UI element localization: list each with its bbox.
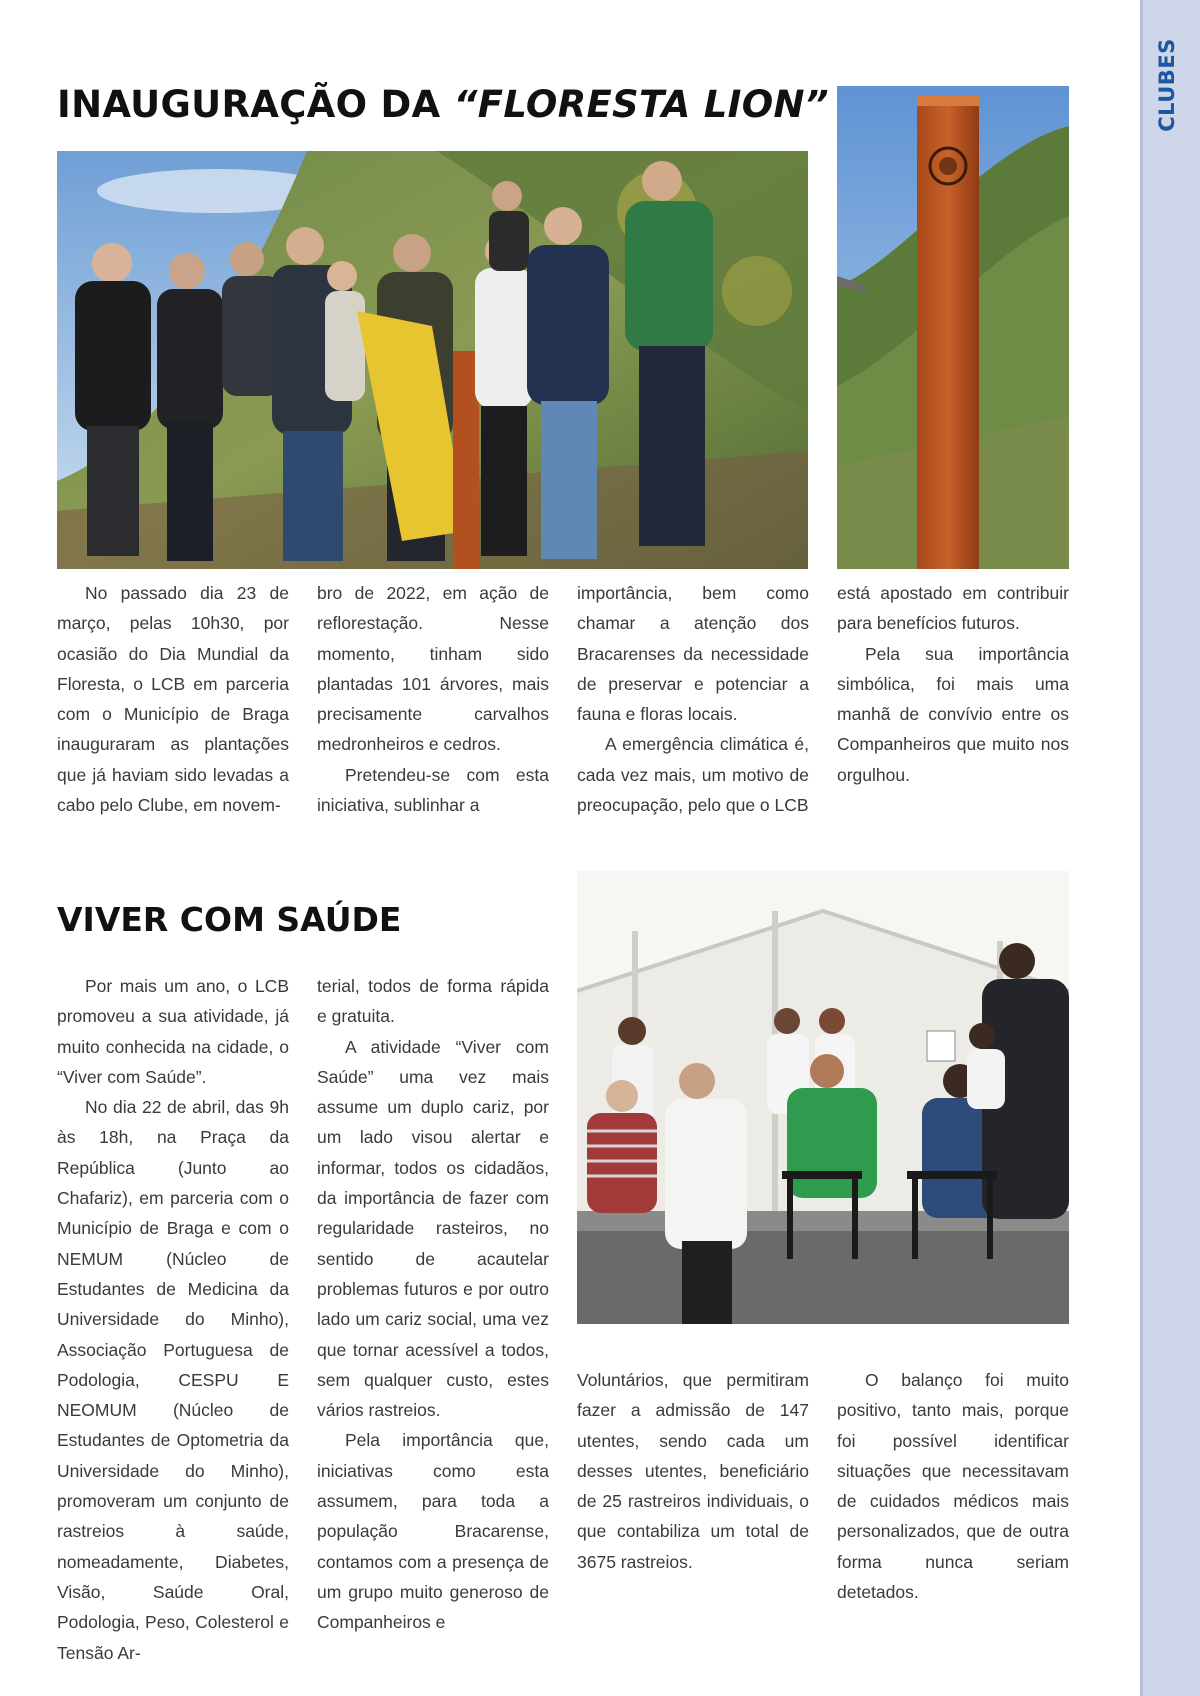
paragraph: terial, todos de forma rápida e gratuita. (317, 976, 549, 1027)
paragraph: A atividade “Viver com Saúde” uma vez mais assume um duplo cariz, por um lado visou alertar e informar, todos os cidadãos, da importância de fazer com regularidade rasteiros, no sentido de acautelar problemas futuros e por outro lado um cariz social, uma vez que tornar acessível a todos, sem qualquer custo, estes vários rastreios. (317, 1036, 549, 1421)
paragraph: A emergência climática é, cada vez mais, um motivo de preocupação, pelo que o LCB (577, 734, 809, 816)
paragraph: Pretendeu-se com esta iniciativa, sublinhar a (317, 764, 549, 816)
article1-column-4 (837, 578, 1069, 790)
post-photo (837, 86, 1069, 569)
paragraph: Pela sua importância simbólica, foi mais uma manhã de convívio entre os Companheiros que muito nos orgulhou. (837, 643, 1069, 785)
paragraph: importância, bem como chamar a atenção dos Bracarenses da necessidade de preservar e potenciar a fauna e floras locais. (577, 583, 809, 725)
article2-column-2 (317, 971, 549, 1638)
paragraph: Voluntários, que permitiram fazer a admissão de 147 utentes, sendo cada um desses utentes, beneficiário de 25 rastreiros individuais, o que contabiliza um total de 3675 rastreios. (577, 1370, 809, 1572)
title-plain: INAUGURAÇÃO DA (57, 83, 454, 126)
article1-column-1 (57, 578, 289, 820)
article-title-viver-com-saude: VIVER COM SAÚDE (57, 900, 402, 939)
group-photo (57, 151, 808, 569)
paragraph: está apostado em contribuir para benefícios futuros. (837, 583, 1069, 634)
article2-column-4 (837, 1365, 1069, 1607)
paragraph: bro de 2022, em ação de reflorestação. Nesse momento, tinham sido plantadas 101 árvores, mais precisamente carvalhos medronheiros e cedros. (317, 583, 549, 755)
article2-column-1 (57, 971, 289, 1668)
paragraph: Pela importância que, iniciativas como esta assumem, para toda a população Bracarense, contamos com a presença de um grupo muito generoso de Companheiros e (317, 1430, 549, 1633)
paragraph: No dia 22 de abril, das 9h às 18h, na Praça da República (Junto ao Chafariz), em parceria com o Município de Braga e com o NEMUM (Núcleo de Estudantes de Medicina da Universidade do Minho), Associação Portuguesa de Podologia, CESPU E NEOMUM (Núcleo de Estudantes de Optometria da Universidade do Minho), promoveram um conjunto de rastreios à saúde, nomeadamente, Diabetes, Visão, Saúde Oral, Podologia, Peso, Colesterol e Tensão Ar- (57, 1097, 289, 1663)
title-italic: “FLORESTA LION” (453, 83, 829, 126)
article-title-floresta (57, 80, 829, 130)
article2-column-3 (577, 1365, 809, 1577)
paragraph: Por mais um ano, o LCB promoveu a sua atividade, já muito conhecida na cidade, o “Viver com Saúde”. (57, 976, 289, 1087)
paragraph: O balanço foi muito positivo, tanto mais, porque foi possível identificar situações que necessitavam de cuidados médicos mais personalizados, que de outra forma nunca seriam detetados. (837, 1370, 1069, 1603)
health-screening-photo (577, 871, 1069, 1324)
article1-column-2 (317, 578, 549, 820)
article1-column-3 (577, 578, 809, 820)
sidebar-band (1140, 0, 1200, 1696)
paragraph: No passado dia 23 de março, pelas 10h30, por ocasião do Dia Mundial da Floresta, o LCB em parceria com o Município de Braga inauguraram as plantações que já haviam sido levadas a cabo pelo Clube, em novem- (57, 583, 289, 816)
section-label: CLUBES (1155, 38, 1180, 132)
